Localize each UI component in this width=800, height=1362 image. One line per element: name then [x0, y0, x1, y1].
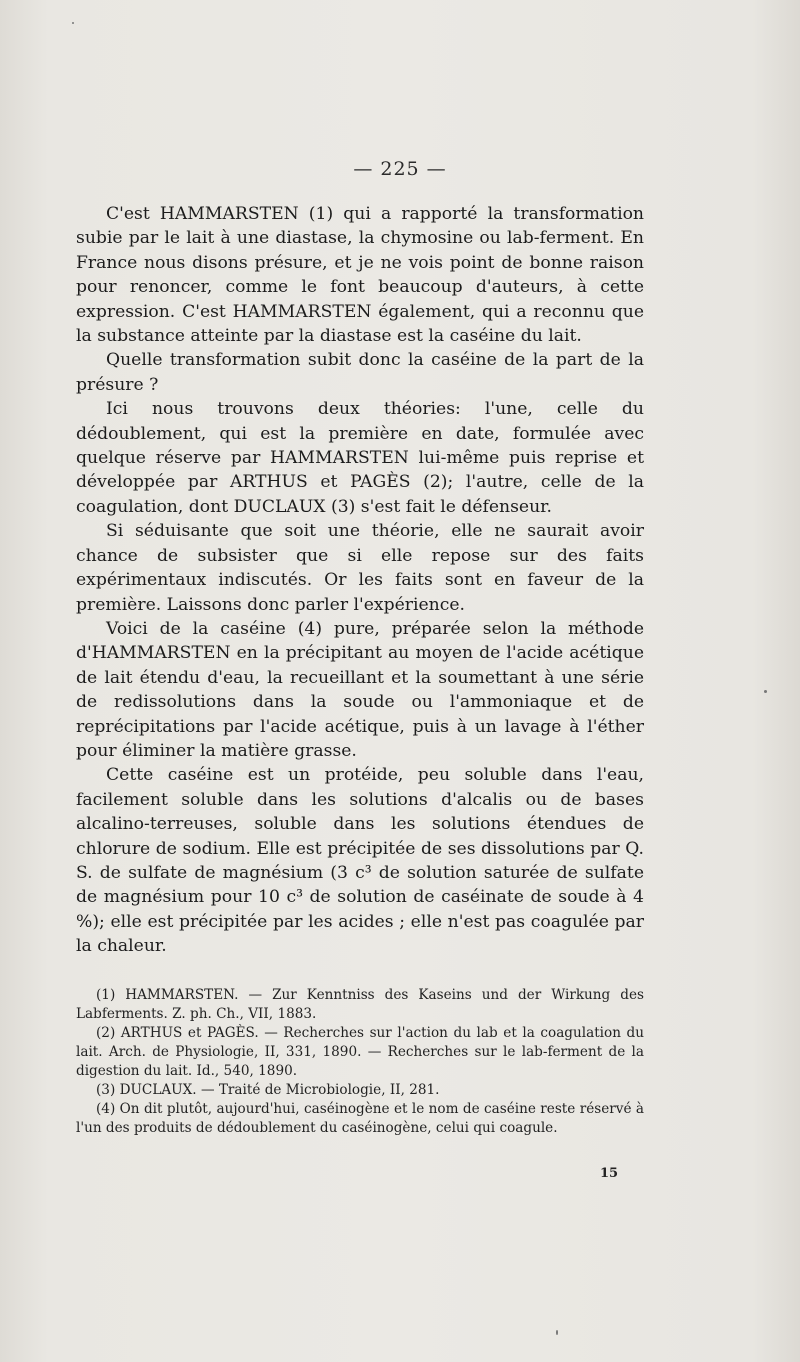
paragraph: Quelle transformation subit donc la caséine de la part de la présure ?: [76, 350, 644, 395]
paper-speck: [556, 1330, 558, 1335]
paper-speck: [764, 690, 767, 693]
footnote: (3) DUCLAUX. — Traité de Microbiologie, II, 281.: [96, 1082, 440, 1098]
footnote: (1) HAMMARSTEN. — Zur Kenntniss des Kaseins und der Wirkung des Labferments. Z. ph. Ch., VII, 1883.: [76, 987, 644, 1022]
signature-mark: 15: [600, 1166, 619, 1181]
footnote: (2) ARTHUS et PAGÈS. — Recherches sur l'action du lab et la coagulation du lait. Arch. de Physiologie, II, 331, 1890. — Recherches sur le lab-ferment de la digestion du lait. Id., 540, 1890.: [76, 1025, 644, 1079]
page-number: — 225 —: [353, 158, 447, 180]
paragraph: Si séduisante que soit une théorie, elle ne saurait avoir chance de subsister que si elle repose sur des faits expérimentaux indiscutés. Or les faits sont en faveur de la première. Laissons donc parler l'expérience.: [76, 521, 644, 615]
paragraph: Ici nous trouvons deux théories: l'une, celle du dédoublement, qui est la première en date, formulée avec quelque réserve par HAMMARSTEN lui-même puis reprise et développée par ARTHUS et PAGÈS (2); l'autre, celle de la coagulation, dont DUCLAUX (3) s'est fait le défenseur.: [76, 399, 644, 517]
paragraph: Cette caséine est un protéide, peu soluble dans l'eau, facilement soluble dans les solutions d'alcalis ou de bases alcalino-terreuses, soluble dans les solutions étendues de chlorure de sodium. Elle est précipitée de ses dissolutions par Q. S. de sulfate de magnésium (3 c³ de solution saturée de sulfate de magnésium pour 10 c³ de solution de caséinate de soude à 4 %); elle est précipitée par les acides ; elle n'est pas coagulée par la chaleur.: [76, 765, 644, 957]
footnotes: [76, 986, 644, 1138]
body-text: [76, 202, 644, 959]
footnote: (4) On dit plutôt, aujourd'hui, caséinogène et le nom de caséine reste réservé à l'un des produits de dédoublement du caséinogène, celui qui coagule.: [76, 1101, 644, 1136]
paragraph: Voici de la caséine (4) pure, préparée selon la méthode d'HAMMARSTEN en la précipitant au moyen de l'acide acétique de lait étendu d'eau, la recueillant et la soumettant à une série de redissolutions dans la soude ou l'ammoniaque et de reprécipitations par l'acide acétique, puis à un lavage à l'éther pour éliminer la matière grasse.: [76, 618, 644, 761]
paper-speck: [72, 22, 74, 24]
paragraph: C'est HAMMARSTEN (1) qui a rapporté la transformation subie par le lait à une diastase, la chymosine ou lab-ferment. En France nous disons présure, et je ne vois point de bonne raison pour renoncer, comme le font beaucoup d'auteurs, à cette expression. C'est HAMMARSTEN également, qui a reconnu que la substance atteinte par la diastase est la caséine du lait.: [76, 204, 644, 347]
